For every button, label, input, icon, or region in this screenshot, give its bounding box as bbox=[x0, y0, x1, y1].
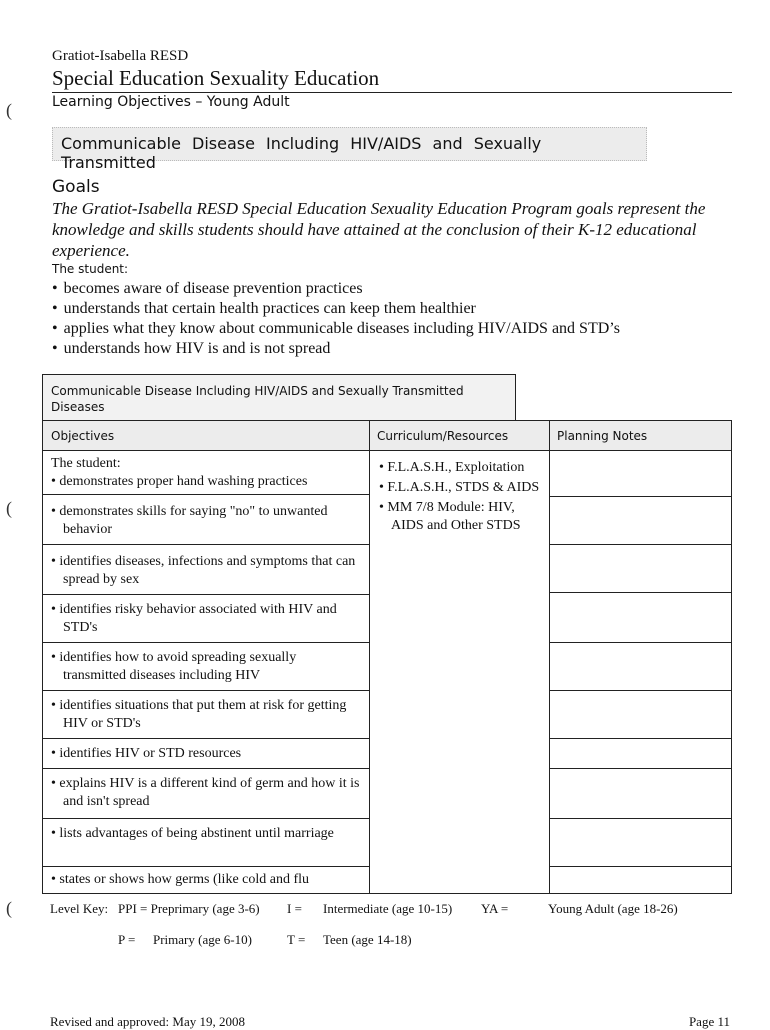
table-row bbox=[43, 819, 369, 867]
level-key-t-code: T = bbox=[287, 932, 306, 947]
level-key-ya-code: YA = bbox=[481, 901, 509, 916]
table-row bbox=[43, 739, 369, 769]
planning-notes-cell bbox=[549, 497, 731, 545]
level-key-i-desc: Intermediate (age 10-15) bbox=[323, 901, 453, 916]
level-key-p-desc: Primary (age 6-10) bbox=[153, 932, 252, 947]
objectives-lead: The student: bbox=[51, 456, 121, 471]
planning-notes-cell bbox=[549, 545, 731, 593]
table-row bbox=[43, 691, 369, 739]
goals-statement: The Gratiot-Isabella RESD Special Education Sexuality Education Program goals represent the knowledge and skills students should have attained at the conclusion of their K-12 educational experience. bbox=[52, 199, 706, 260]
margin-mark: ( bbox=[6, 100, 12, 120]
page-number: Page 11 bbox=[688, 1014, 730, 1029]
planning-notes-cell bbox=[549, 819, 731, 867]
table-caption-box bbox=[42, 374, 516, 420]
objective-item: • demonstrates proper hand washing practices bbox=[51, 473, 361, 491]
resource-item: • F.L.A.S.H., Exploitation bbox=[377, 459, 545, 477]
table-row bbox=[43, 643, 369, 691]
planning-notes-cell bbox=[549, 769, 731, 819]
level-key-ppi: PPI = Preprimary (age 3-6) bbox=[118, 901, 260, 916]
organization-name: Gratiot-Isabella RESD bbox=[52, 48, 189, 64]
objective-item: • identifies risky behavior associated with HIV and STD's bbox=[51, 601, 361, 637]
goal-item: • applies what they know about communicable diseases including HIV/AIDS and STD’s bbox=[52, 319, 620, 339]
revision-date: Revised and approved: May 19, 2008 bbox=[50, 1014, 245, 1029]
planning-notes-cell bbox=[549, 593, 731, 643]
table-row bbox=[43, 867, 369, 893]
objective-item: • identifies situations that put them at risk for getting HIV or STD's bbox=[51, 697, 361, 733]
planning-notes-cell bbox=[549, 739, 731, 769]
level-key-ya-desc: Young Adult (age 18-26) bbox=[548, 901, 678, 916]
planning-notes-header: Planning Notes bbox=[549, 421, 731, 451]
objective-item: • explains HIV is a different kind of germ and how it is and isn't spread bbox=[51, 775, 361, 811]
objective-item: • demonstrates skills for saying "no" to unwanted behavior bbox=[51, 503, 361, 539]
document-title: Special Education Sexuality Education bbox=[52, 66, 380, 90]
planning-notes-cell bbox=[549, 451, 731, 497]
table-row bbox=[43, 451, 369, 495]
goals-lead: The student: bbox=[52, 262, 129, 276]
column-divider bbox=[369, 421, 370, 893]
resource-item: • MM 7/8 Module: HIV, AIDS and Other STDS bbox=[377, 499, 545, 535]
curriculum-header: Curriculum/Resources bbox=[369, 421, 549, 451]
planning-notes-cell bbox=[549, 643, 731, 691]
level-key-p-code: P = bbox=[118, 932, 136, 947]
objectives-table bbox=[42, 420, 732, 894]
topic-banner bbox=[52, 127, 647, 172]
title-rule bbox=[52, 92, 732, 93]
goal-item: • becomes aware of disease prevention practices bbox=[52, 279, 620, 299]
curriculum-list bbox=[377, 459, 545, 537]
table-row bbox=[43, 769, 369, 819]
objective-item: • states or shows how germs (like cold and flu bbox=[51, 871, 361, 889]
goal-item: • understands how HIV is and is not spread bbox=[52, 339, 620, 359]
table-row bbox=[43, 495, 369, 545]
objective-item: • identifies diseases, infections and symptoms that can spread by sex bbox=[51, 553, 361, 589]
resource-item: • F.L.A.S.H., STDS & AIDS bbox=[377, 479, 545, 497]
goal-item: • understands that certain health practices can keep them healthier bbox=[52, 299, 620, 319]
objective-item: • lists advantages of being abstinent until marriage bbox=[51, 825, 361, 843]
table-row bbox=[43, 545, 369, 595]
planning-notes-cell bbox=[549, 691, 731, 739]
margin-mark: ( bbox=[6, 498, 12, 518]
goals-list bbox=[52, 279, 620, 359]
margin-mark: ( bbox=[6, 898, 12, 918]
table-row bbox=[43, 595, 369, 643]
level-key-i-code: I = bbox=[287, 901, 302, 916]
objective-item: • identifies how to avoid spreading sexually transmitted diseases including HIV bbox=[51, 649, 361, 685]
table-caption: Communicable Disease Including HIV/AIDS and Sexually Transmitted Diseases bbox=[51, 384, 464, 414]
level-key-t-desc: Teen (age 14-18) bbox=[323, 932, 412, 947]
goals-heading: Goals bbox=[52, 177, 100, 197]
level-key-label: Level Key: bbox=[50, 901, 109, 916]
topic-banner-text: Communicable Disease Including HIV/AIDS and Sexually Transmitted bbox=[61, 134, 542, 172]
document-subtitle: Learning Objectives – Young Adult bbox=[52, 94, 290, 110]
objective-item: • identifies HIV or STD resources bbox=[51, 745, 361, 763]
objectives-header: Objectives bbox=[43, 421, 369, 451]
